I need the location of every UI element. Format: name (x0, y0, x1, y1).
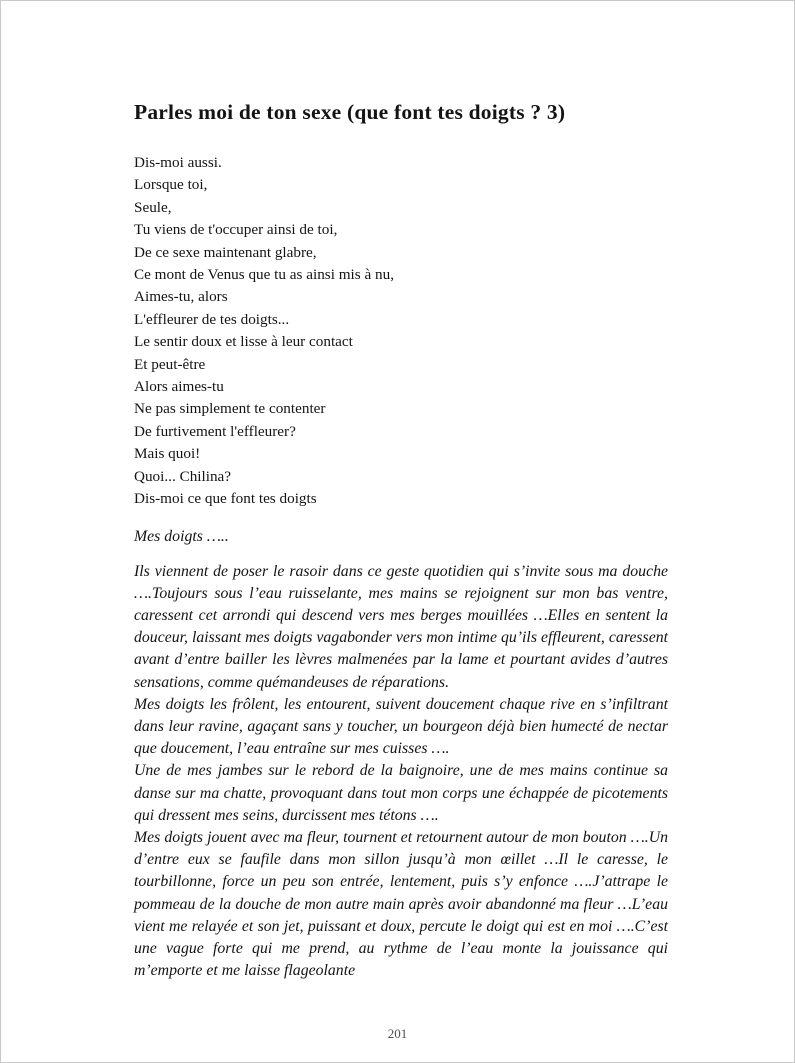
poem-line: Aimes-tu, alors (134, 288, 228, 306)
intro-line: Mes doigts ….. (134, 527, 229, 545)
page-number: 201 (387, 1026, 408, 1041)
page-title: Parles moi de ton sexe (que font tes doigts ? 3) (134, 100, 566, 124)
poem-line: Le sentir doux et lisse à leur contact (134, 333, 353, 351)
prose-block (134, 561, 668, 983)
paragraph: Ils viennent de poser le rasoir dans ce geste quotidien qui s’invite sous ma douche ….Toujours sous l’eau ruisselante, mes mains se rejoignent sur mon bas ventre, caressent cet arrondi qui descend vers mes berges mouillées …Elles en sentent la douceur, laissant mes doigts vagabonder vers mon intime qu’ils effleurent, caressent avant d’entre bailler les lèvres malmenées par la lame et pourtant avides d’autres sensations, comme quémandeuses de réparations. (134, 562, 668, 691)
poem-line: L'effleurer de tes doigts... (134, 310, 290, 328)
poem-line: De ce sexe maintenant glabre, (134, 243, 317, 261)
page-content (134, 100, 668, 982)
poem-line: Dis-moi ce que font tes doigts (134, 490, 317, 508)
paragraph: Mes doigts les frôlent, les entourent, suivent doucement chaque rive en s’infiltrant dans leur ravine, agaçant sans y toucher, un bourgeon déjà bien humecté de nectar que doucement, l’eau entraîne sur mes cuisses …. (134, 695, 668, 758)
poem-block (134, 152, 668, 511)
poem-line: Seule, (134, 198, 172, 216)
poem-line: Ce mont de Venus que tu as ainsi mis à nu, (134, 266, 394, 284)
poem-line: Et peut-être (134, 355, 206, 373)
poem-line: Ne pas simplement te contenter (134, 400, 326, 418)
paragraph: Une de mes jambes sur le rebord de la baignoire, une de mes mains continue sa danse sur ma chatte, provoquant dans tout mon corps une échappée de picotements qui dressent mes seins, durcissent mes tétons …. (134, 762, 668, 824)
poem-line: Tu viens de t'occuper ainsi de toi, (134, 221, 338, 239)
paragraph: Mes doigts jouent avec ma fleur, tournent et retournent autour de mon bouton ….Un d’entre eux se faufile dans mon sillon jusqu’à mon œillet …Il le caresse, le tourbillonne, force un peu son entrée, lentement, puis s’y enfonce ….J’attrape le pommeau de la douche de mon autre main après avoir abandonné ma fleur …L’eau vient me relayée et son jet, puissant et doux, percute le doigt qui est en moi ….C’est une vague forte qui me prend, au rythme de l’eau monte la jouissance qui m’emporte et me laisse flageolante (134, 828, 668, 980)
poem-line: De furtivement l'effleurer? (134, 422, 296, 440)
poem-line: Mais quoi! (134, 445, 201, 463)
poem-line: Quoi... Chilina? (134, 467, 232, 485)
poem-line: Alors aimes-tu (134, 378, 224, 396)
poem-line: Dis-moi aussi. (134, 154, 222, 171)
poem-line: Lorsque toi, (134, 176, 208, 194)
